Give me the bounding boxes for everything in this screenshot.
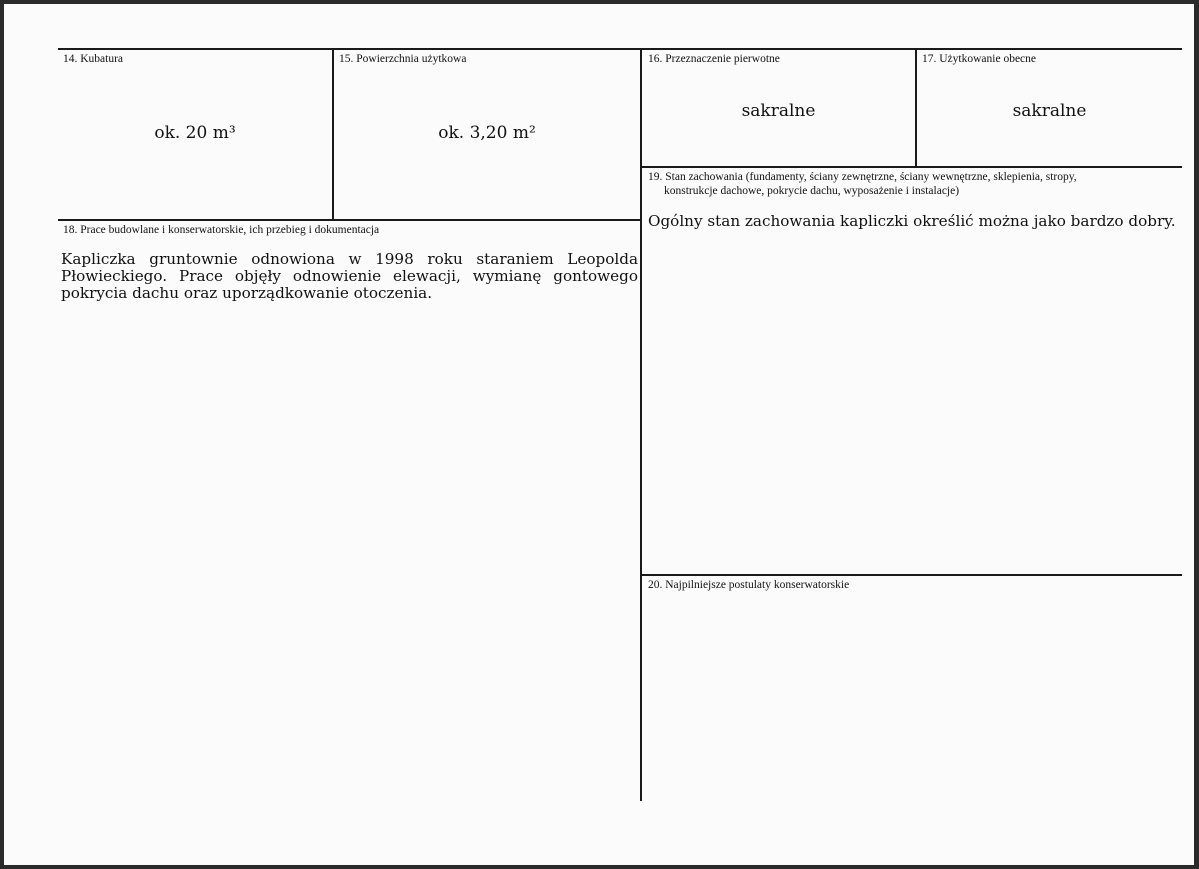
- divider-center: [640, 48, 642, 801]
- field-19-value: Ogólny stan zachowania kapliczki określić można jako bardzo dobry.: [648, 212, 1176, 230]
- field-19-label-line2: konstrukcje dachowe, pokrycie dachu, wyposażenie i instalacje): [664, 185, 960, 197]
- field-18-label: 18. Prace budowlane i konserwatorskie, ich przebieg i dokumentacja: [63, 224, 380, 236]
- rule-above-18: [58, 219, 642, 221]
- field-14-label: 14. Kubatura: [63, 53, 124, 65]
- field-14-value: ok. 20 m³: [154, 123, 236, 143]
- rule-above-19: [642, 166, 1182, 168]
- field-16-value: sakralne: [741, 101, 816, 121]
- field-16-label: 16. Przeznaczenie pierwotne: [648, 53, 780, 65]
- field-19-label: [648, 170, 1118, 198]
- field-15-value: ok. 3,20 m²: [438, 123, 536, 143]
- field-18-value: Kapliczka gruntownie odnowiona w 1998 roku staraniem Leopolda Płowieckiego. Prace objęły odnowienie elewacji, wymianę gontowego pokrycia dachu oraz uporządkowanie otoczenia.: [61, 250, 638, 302]
- top-rule: [58, 48, 1182, 50]
- rule-above-20: [642, 574, 1182, 576]
- field-17-label: 17. Użytkowanie obecne: [922, 53, 1037, 65]
- form-sheet: [4, 4, 1194, 865]
- field-19-label-line1: 19. Stan zachowania (fundamenty, ściany zewnętrzne, ściany wewnętrzne, sklepienia, stropy,: [648, 171, 1077, 183]
- field-15-label: 15. Powierzchnia użytkowa: [339, 53, 467, 65]
- field-17-value: sakralne: [1012, 101, 1087, 121]
- field-20-label: 20. Najpilniejsze postulaty konserwatorskie: [648, 579, 850, 591]
